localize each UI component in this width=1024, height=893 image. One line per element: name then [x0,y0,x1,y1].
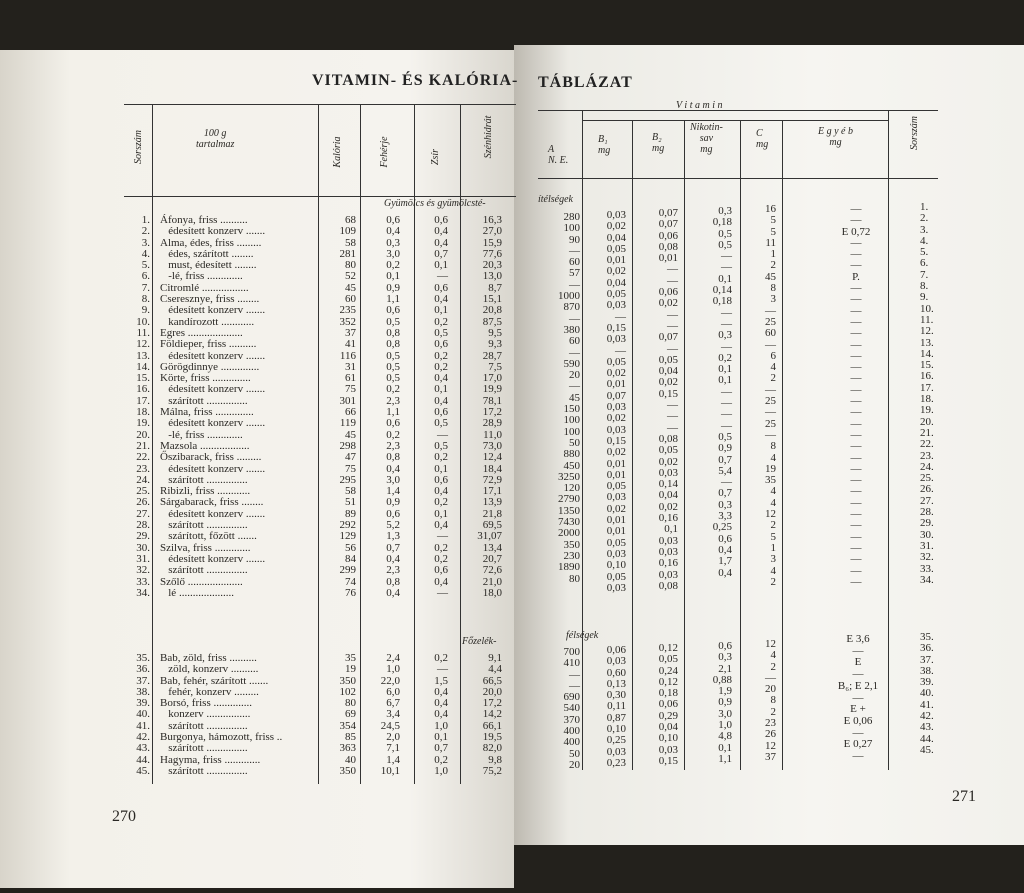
kaloria-values-fruit: 68 109 58 281 80 52 45 60 235 352 37 41 116 31 61 75 301 66 119 45 298 47 75 295 58 51 89 292 129 56 84 299 74 76 [339,214,356,599]
vitamin-b2-values-fruit: 0,07 0,07 0,06 0,08 0,01 — — 0,06 0,02 — — 0,07 — 0,05 0,04 0,02 0,15 — — — 0,08 0,05 0,02 0,03 0,14 0,04 0,02 0,16 0,1 0,03 0,03 0,16 0,03 0,08 [658,207,678,592]
left-table-top-rule [124,104,516,105]
header-a: A N. E. [548,144,569,166]
right-row-numbers-fruit: 1. 2. 3. 4. 5. 6. 7. 8. 9. 10. 11. 12. 13. 14. 15. 16. 17. 18. 19. 20. 21. 22. 23. 24. 25. 26. 27. 28. 29. 30. 31. 32. 33. 34. [920,201,934,586]
vitamin-b1-values-fruit: 0,03 0,02 0,04 0,05 0,01 0,02 0,04 0,05 0,03 — 0,15 0,03 — 0,05 0,02 0,01 0,07 0,03 0,02 0,03 0,15 0,02 0,01 0,01 0,05 0,03 0,02 0,01 0,01 0,05 0,03 0,10 0,05 0,03 [606,209,626,594]
title-left: VITAMIN- ÉS KALÓRIA- [312,72,519,89]
right-row-numbers-veg: 35. 36. 37. 38. 39. 40. 41. 42. 43. 44. 45. [920,631,934,756]
vitamin-c-values-fruit: 16 5 5 11 1 2 45 8 3 — 25 60 — 6 4 2 — 25 — 25 — 8 4 19 35 4 4 12 2 5 1 3 4 2 [765,203,776,588]
header-egyeb: E g y é b mg [818,126,853,148]
right-col-rule [632,120,633,770]
right-col-rule [888,110,889,770]
zsir-values-fruit: 0,6 0,4 0,4 0,7 0,1 — 0,6 0,4 0,1 0,2 0,5 0,6 0,2 0,2 0,4 0,1 0,4 0,6 0,5 — 0,5 0,2 0,1 0,6 0,4 0,2 0,1 0,4 — 0,2 0,2 0,6 0,4 — [434,214,448,599]
row-numbers-fruit: 1. 2. 3. 4. 5. 6. 7. 8. 9. 10. 11. 12. 13. 14. 15. 16. 17. 18. 19. 20. 21. 22. 23. 24. 25. 26. 27. 28. 29. 30. 31. 32. 33. 34. [136,214,150,599]
left-col-rule [152,104,153,784]
egyeb-values-veg: E 3,6 — E — B₆; E 2,1 — E + E 0,06 — E 0,27 — [837,633,879,763]
header-feherje: Fehérje [379,136,390,168]
row-numbers-veg: 35. 36. 37. 38. 39. 40. 41. 42. 43. 44. 45. [136,652,150,777]
egyeb-values-fruit: — — E 0,72 — — — P. — — — — — — — — — — — — — — — — — — — — — — — — — — — [841,203,871,588]
nikotinsav-values-fruit: 0,3 0,18 0,5 0,5 — — 0,1 0,14 0,18 — — 0,3 — 0,2 0,1 0,1 — — — — 0,5 0,9 0,7 5,4 — 0,7 0,3 3,3 0,25 0,6 0,4 1,7 0,4 [712,205,732,579]
header-nikotinsav: Nikotin- sav mg [690,122,723,155]
vitamin-b1-values-veg: 0,06 0,03 0,60 0,13 0,30 0,11 0,87 0,10 0,25 0,03 0,23 [606,644,626,769]
nikotinsav-values-veg: 0,6 0,3 2,1 0,88 1,9 0,9 3,0 1,0 4,8 0,1 1,1 [712,640,732,765]
food-names-veg: Bab, zöld, friss .......... zöld, konzerv .......... Bab, fehér, szárított ....... fehér, konzerv ......... Borsó, friss .............. konzerv ................ szárított ............... Burgonya, hámozott, friss .. szárított ............... Hagyma, friss ............. szárított ............... [160,652,283,777]
feherje-values-veg: 2,4 1,0 22,0 6,0 6,7 3,4 24,5 2,0 7,1 1,4 10,1 [380,652,400,777]
szenhidrat-values-veg: 9,1 4,4 66,5 20,0 17,2 14,2 66,1 19,5 82,0 9,8 75,2 [482,652,502,777]
zsir-values-veg: 0,2 — 1,5 0,4 0,4 0,4 1,0 0,1 0,7 0,2 1,0 [434,652,448,777]
section-fruit-left: Gyümölcs és gyümölcsté- [384,198,486,209]
kaloria-values-veg: 35 19 350 102 80 69 354 85 363 40 350 [339,652,356,777]
header-b1: B₁ mg [598,134,611,156]
header-sorszam: Sorszám [133,130,144,164]
header-szenhidrat: Szénhidrát [483,115,494,159]
szenhidrat-values-fruit: 16,3 27,0 15,9 77,6 20,3 13,0 8,7 15,1 20,8 87,5 9,5 9,3 28,7 7,5 17,0 19,9 78,1 17,2 28,9 11,0 73,0 12,4 18,4 72,9 17,1 13,9 21,8 69,5 31,07 13,4 20,7 72,6 21,0 18,0 [477,214,502,599]
left-header-rule [124,196,516,197]
header-vitamin: V i t a m i n [676,100,723,111]
vitamin-c-values-veg: 12 4 2 — 20 8 2 23 26 12 37 [765,638,776,763]
header-c: C mg [756,128,769,150]
section-fruit-right: ítélségek [538,194,573,205]
vitamin-a-values-veg: 700 410 — — 690 540 370 400 400 50 20 [563,646,580,771]
right-table-top-rule [538,110,938,111]
right-col-rule [782,120,783,770]
vitamin-group-rule [582,120,888,121]
feherje-values-fruit: 0,6 0,4 0,3 3,0 0,2 0,1 0,9 1,1 0,6 0,5 0,8 0,8 0,5 0,5 0,5 0,2 2,3 1,1 0,6 0,2 2,3 0,8 0,4 3,0 1,4 0,9 0,6 5,2 1,3 0,7 0,4 2,3 0,8 0,4 [386,214,400,599]
header-b2: B₂ mg [652,132,665,154]
food-names-fruit: Áfonya, friss .......... édesített konzerv ....... Alma, édes, friss ......... édes, szárított ........ must, édesített ........ -lé, friss ............. Citromlé ................. Cseresznye, friss ........ édesített konzerv ....... kandírozott ............ Egres .................... Földieper, friss .......... édesített konzerv ....... Görögdinnye .............. Körte, friss .............. édesített konzerv ....... szárított ............... Málna, friss .............. édesített konzerv ....... -lé, friss ............. Mazsola .................. Őszibarack, friss ......... édesített konzerv ....... szárított ............... Ribizli, friss ............ Sárgabarack, friss ........ édesített konzerv ....... szárított ............... szárított, főzött ....... Szilva, friss ............. édesített konzerv ....... szárított ............... Szőlő .................... lé .................... [160,214,266,599]
page-number-left: 270 [112,808,136,825]
right-col-rule [740,120,741,770]
title-right: TÁBLÁZAT [538,74,633,91]
right-header-rule [538,178,938,179]
section-veg-left: Főzelék- [462,636,497,647]
header-100g: 100 g tartalmaz [196,128,235,150]
left-col-rule [318,104,319,784]
header-sorszam-right: Sorszám [909,116,920,150]
vitamin-b2-values-veg: 0,12 0,05 0,24 0,12 0,18 0,06 0,29 0,04 0,10 0,03 0,15 [658,642,678,767]
right-col-rule [684,120,685,770]
page-number-right: 271 [952,788,976,805]
right-col-rule [582,110,583,770]
section-veg-right: félségek [566,630,599,641]
header-zsir: Zsír [430,148,441,166]
left-col-rule [360,104,361,784]
header-kaloria: Kalória [332,136,343,168]
vitamin-a-values-fruit: 280 100 90 — 60 57 — 1000 870 — 380 60 — 590 20 — 45 150 100 100 50 880 450 3250 120 2790 1350 7430 2000 350 230 1890 80 [558,211,580,585]
